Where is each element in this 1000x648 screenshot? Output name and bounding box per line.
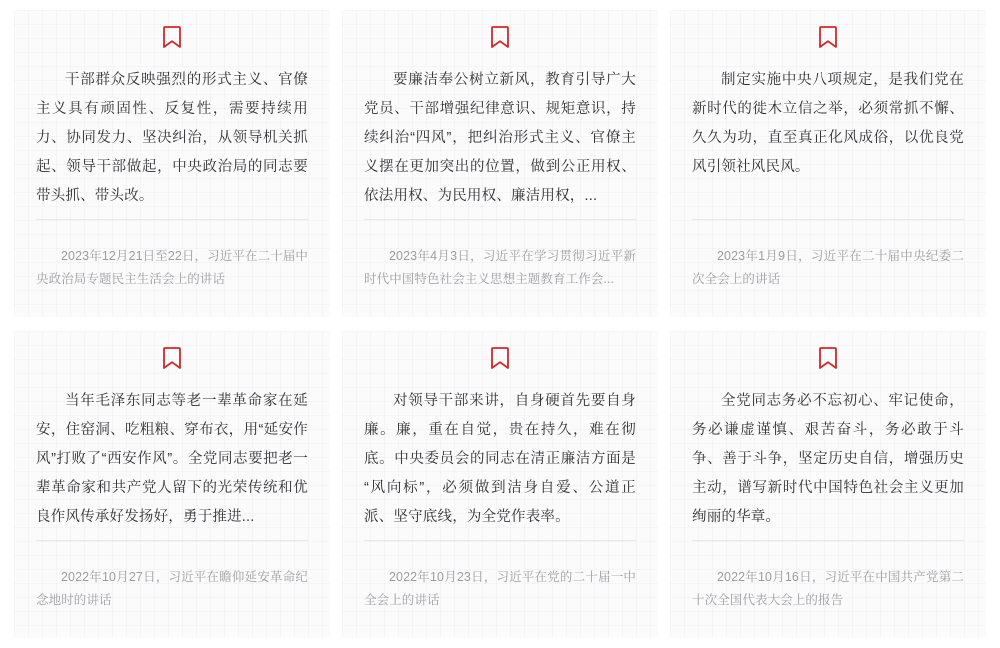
card-divider xyxy=(36,540,308,541)
quote-card[interactable] xyxy=(14,331,330,638)
quote-text: 制定实施中央八项规定，是我们党在新时代的徙木立信之举，必须常抓不懈、久久为功，直至真正化风成俗，以优良党风引领社风民风。 xyxy=(692,72,964,175)
bookmark-icon[interactable] xyxy=(491,347,509,369)
bookmark-icon-wrap[interactable] xyxy=(692,26,964,60)
card-spacer xyxy=(36,532,308,540)
quote-text: 干部群众反映强烈的形式主义、官僚主义具有顽固性、反复性，需要持续用力、协同发力、坚决纠治，从领导机关抓起、领导干部做起，中央政治局的同志要带头抓、带头改。 xyxy=(36,72,308,204)
bookmark-icon[interactable] xyxy=(491,26,509,48)
bookmark-icon[interactable] xyxy=(163,26,181,48)
quote-card[interactable] xyxy=(670,10,986,317)
quote-text: 对领导干部来讲，自身硬首先要自身廉。廉，重在自觉，贵在持久，难在彻底。中央委员会的同志在清正廉洁方面是“风向标”，必须做到洁身自爱、公道正派、坚守底线，为全党作表率。 xyxy=(364,393,636,525)
bookmark-icon[interactable] xyxy=(819,347,837,369)
quote-source: 2022年10月23日，习近平在党的二十届一中全会上的讲话 xyxy=(364,569,636,607)
bookmark-icon[interactable] xyxy=(819,26,837,48)
bookmark-icon-wrap[interactable] xyxy=(692,347,964,381)
quote-card[interactable] xyxy=(670,331,986,638)
card-divider xyxy=(364,540,636,541)
quote-card[interactable] xyxy=(342,331,658,638)
card-divider xyxy=(692,219,964,220)
quote-source: 2022年10月16日，习近平在中国共产党第二十次全国代表大会上的报告 xyxy=(692,569,964,607)
bookmark-icon-wrap[interactable] xyxy=(364,347,636,381)
bookmark-icon-wrap[interactable] xyxy=(364,26,636,60)
quote-source: 2023年12月21日至22日，习近平在二十届中央政治局专题民主生活会上的讲话 xyxy=(36,248,308,286)
bookmark-icon[interactable] xyxy=(163,347,181,369)
quote-text: 要廉洁奉公树立新风，教育引导广大党员、干部增强纪律意识、规矩意识，持续纠治“四风”，把纠治形式主义、官僚主义摆在更加突出的位置，做到公正用权、依法用权、为民用权、廉洁用权，... xyxy=(364,72,636,204)
quote-text: 当年毛泽东同志等老一辈革命家在延安，住窑洞、吃粗粮、穿布衣，用“延安作风”打败了“西安作风”。全党同志要把老一辈革命家和共产党人留下的光荣传统和优良作风传承好发扬好，勇于推进... xyxy=(36,393,308,525)
quote-source: 2022年10月27日，习近平在瞻仰延安革命纪念地时的讲话 xyxy=(36,569,308,607)
card-spacer xyxy=(36,211,308,219)
bookmark-icon-wrap[interactable] xyxy=(36,347,308,381)
card-divider xyxy=(692,540,964,541)
card-spacer xyxy=(364,532,636,540)
quote-source: 2023年1月9日，习近平在二十届中央纪委二次全会上的讲话 xyxy=(692,248,964,286)
bookmark-icon-wrap[interactable] xyxy=(36,26,308,60)
quote-text: 全党同志务必不忘初心、牢记使命，务必谦虚谨慎、艰苦奋斗，务必敢于斗争、善于斗争，坚定历史自信，增强历史主动，谱写新时代中国特色社会主义更加绚丽的华章。 xyxy=(692,393,964,525)
quote-card[interactable] xyxy=(14,10,330,317)
card-divider xyxy=(364,219,636,220)
card-divider xyxy=(36,219,308,220)
card-spacer xyxy=(692,182,964,219)
quote-card[interactable] xyxy=(342,10,658,317)
card-spacer xyxy=(364,211,636,219)
card-spacer xyxy=(692,532,964,540)
quote-source: 2023年4月3日，习近平在学习贯彻习近平新时代中国特色社会主义思想主题教育工作会... xyxy=(364,248,636,286)
